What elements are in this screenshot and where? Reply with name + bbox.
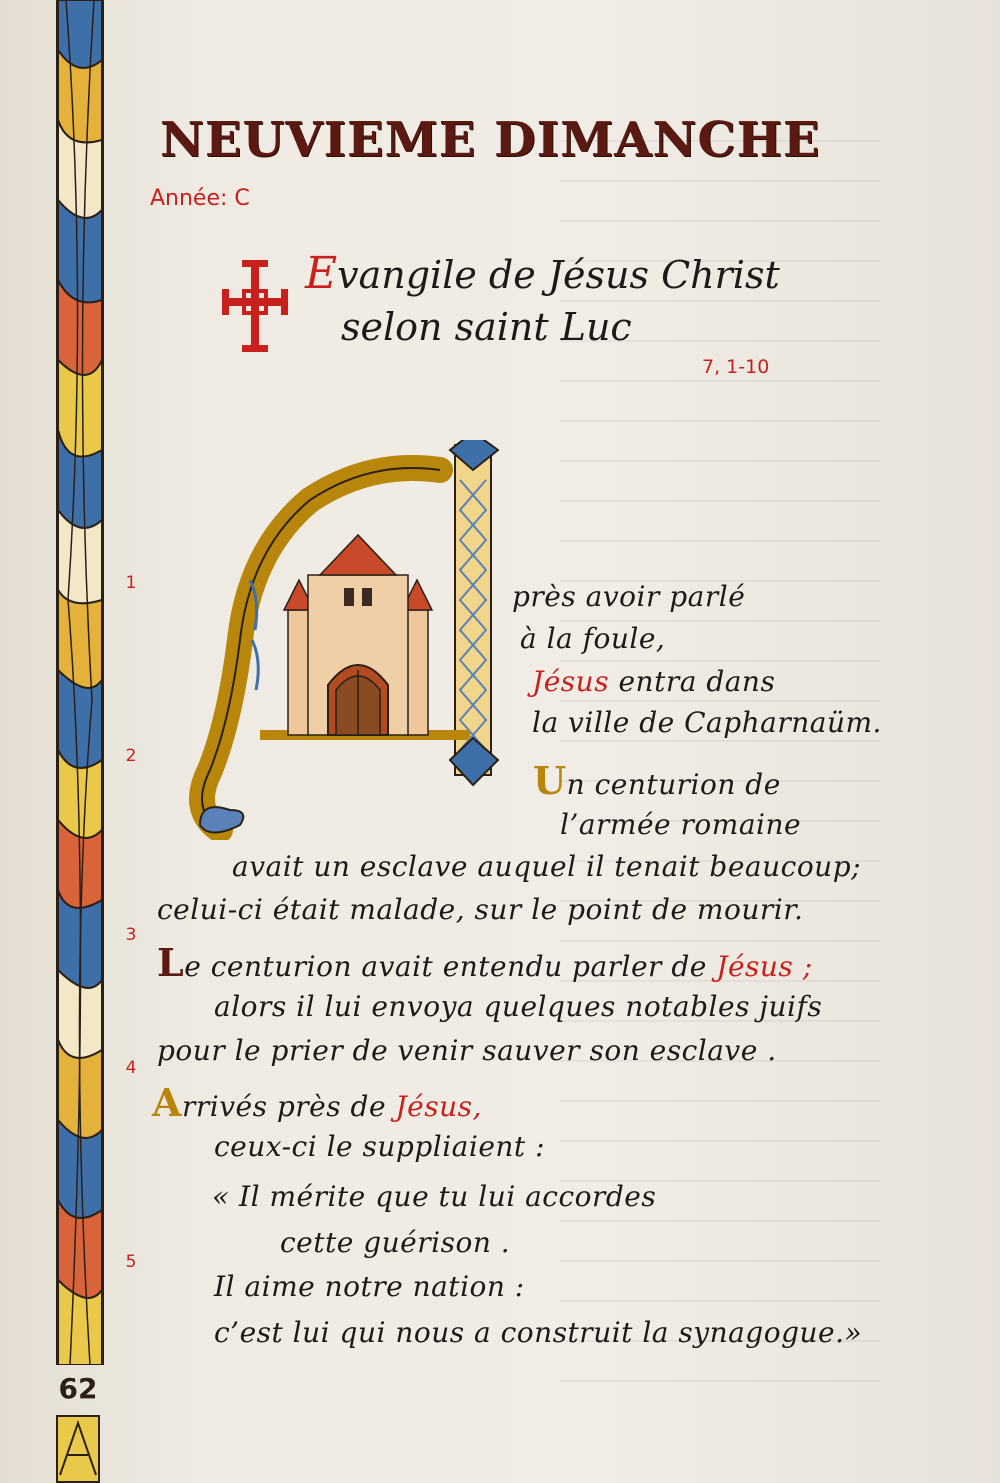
- verse-number: 2: [125, 746, 137, 766]
- name-jesus: Jésus ;: [716, 950, 813, 983]
- verse-number: 3: [125, 925, 137, 945]
- liturgical-year-label: Année: C: [150, 186, 250, 211]
- text-line: « Il mérite que tu lui accordes: [212, 1180, 657, 1213]
- text-line: alors il lui envoya quelques notables juifs: [214, 990, 823, 1023]
- red-cross-icon: [220, 258, 290, 354]
- text-line: [152, 1080, 482, 1125]
- verse-number: 5: [125, 1252, 137, 1272]
- illuminated-initial-icon: [170, 440, 515, 840]
- name-jesus: Jésus: [532, 665, 610, 698]
- text-line: [532, 665, 775, 698]
- stained-glass-border: [56, 0, 104, 1365]
- text-line: la ville de Capharnaüm.: [532, 706, 882, 739]
- gospel-title: [305, 248, 780, 353]
- text-fragment: n centurion de: [566, 768, 781, 801]
- verse-number: 1: [125, 573, 137, 593]
- text-fragment: rrivés près de: [181, 1090, 396, 1123]
- text-line: ceux-ci le suppliaient :: [214, 1130, 546, 1163]
- text-line: avait un esclave auquel il tenait beaucoup;: [232, 850, 862, 883]
- text-line: près avoir parlé: [512, 580, 746, 613]
- text-line: [157, 940, 813, 985]
- name-jesus: Jésus,: [395, 1090, 482, 1123]
- text-line: [533, 758, 781, 803]
- text-line: l’armée romaine: [560, 808, 802, 841]
- text-line: c’est lui qui nous a construit la synagogue.»: [214, 1316, 863, 1349]
- text-line: celui-ci était malade, sur le point de mourir.: [157, 893, 804, 926]
- text-line: cette guérison .: [280, 1226, 511, 1259]
- page-number: 62: [58, 1372, 98, 1405]
- text-line: pour le prier de venir sauver son esclave .: [157, 1034, 777, 1067]
- text-fragment: e centurion avait entendu parler de: [184, 950, 717, 983]
- gospel-title-line2: selon saint Luc: [341, 305, 632, 349]
- text-fragment: entra dans: [609, 665, 776, 698]
- gospel-title-initial: E: [305, 248, 338, 299]
- scripture-reference: 7, 1-10: [702, 356, 770, 378]
- verse-number: 4: [125, 1058, 137, 1078]
- gospel-title-line1: vangile de Jésus Christ: [337, 253, 780, 297]
- gold-initial: A: [152, 1080, 182, 1125]
- page-title: NEUVIEME DIMANCHE: [160, 112, 821, 168]
- gold-initial: U: [533, 758, 567, 803]
- brown-initial: L: [157, 940, 185, 985]
- text-line: Il aime notre nation :: [214, 1270, 525, 1303]
- text-line: à la foule,: [520, 622, 666, 655]
- corner-ornament: [56, 1415, 100, 1483]
